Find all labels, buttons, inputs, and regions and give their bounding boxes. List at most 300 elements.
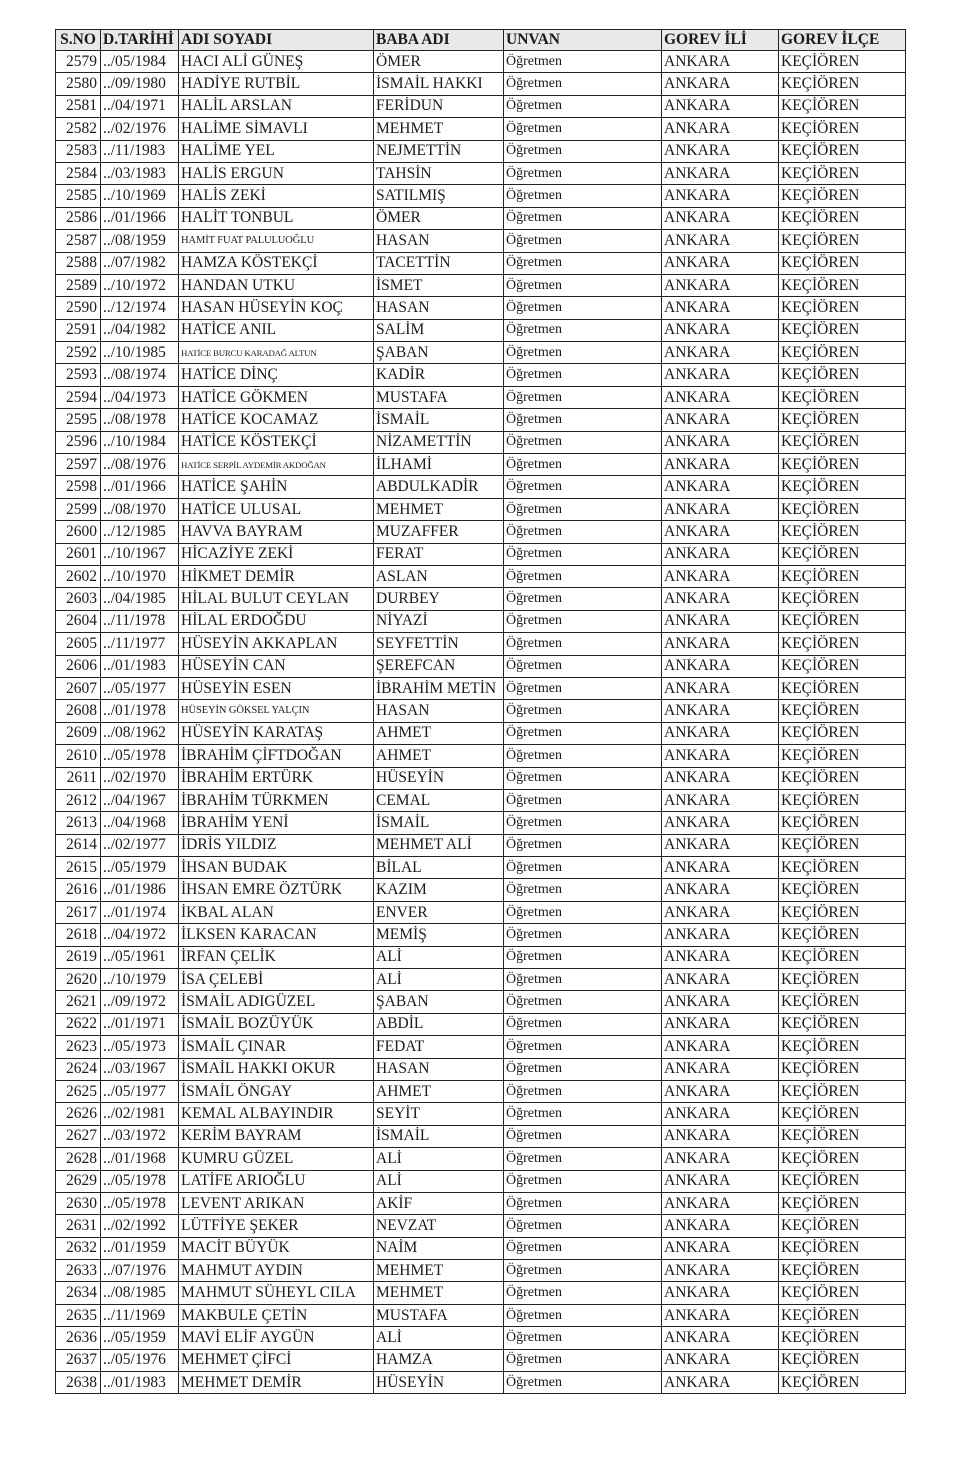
cell-province: ANKARA: [662, 185, 779, 207]
cell-province: ANKARA: [662, 498, 779, 520]
cell-father-name: MUZAFFER: [374, 521, 504, 543]
cell-district: KEÇİÖREN: [779, 767, 906, 789]
cell-sno: 2596: [56, 431, 101, 453]
cell-full-name: HATİCE BURCU KARADAĞ ALTUN: [179, 342, 374, 364]
table-row: [56, 1058, 906, 1080]
cell-full-name: MEHMET DEMİR: [179, 1372, 374, 1394]
cell-title: Öğretmen: [504, 274, 662, 296]
cell-father-name: CEMAL: [374, 789, 504, 811]
table-row: [56, 946, 906, 968]
cell-province: ANKARA: [662, 857, 779, 879]
cell-sno: 2587: [56, 230, 101, 252]
cell-father-name: BİLAL: [374, 857, 504, 879]
table-row: [56, 1192, 906, 1214]
cell-father-name: NAİM: [374, 1237, 504, 1259]
cell-district: KEÇİÖREN: [779, 879, 906, 901]
cell-father-name: MEHMET: [374, 1282, 504, 1304]
cell-sno: 2624: [56, 1058, 101, 1080]
cell-district: KEÇİÖREN: [779, 431, 906, 453]
cell-province: ANKARA: [662, 1013, 779, 1035]
table-body: [56, 51, 906, 1394]
cell-birth-date: ../08/1978: [101, 409, 179, 431]
cell-birth-date: ../05/1977: [101, 677, 179, 699]
table-row: [56, 476, 906, 498]
cell-birth-date: ../04/1968: [101, 812, 179, 834]
table-row: [56, 1170, 906, 1192]
cell-title: Öğretmen: [504, 207, 662, 229]
cell-district: KEÇİÖREN: [779, 386, 906, 408]
cell-district: KEÇİÖREN: [779, 1125, 906, 1147]
table-row: [56, 95, 906, 117]
cell-district: KEÇİÖREN: [779, 476, 906, 498]
cell-father-name: ŞABAN: [374, 991, 504, 1013]
table-row: [56, 431, 906, 453]
cell-full-name: HATİCE SERPİL AYDEMİR AKDOĞAN: [179, 454, 374, 476]
table-row: [56, 1237, 906, 1259]
cell-province: ANKARA: [662, 162, 779, 184]
cell-province: ANKARA: [662, 1148, 779, 1170]
cell-father-name: MEHMET: [374, 118, 504, 140]
cell-father-name: ABDİL: [374, 1013, 504, 1035]
cell-title: Öğretmen: [504, 700, 662, 722]
table-row: [56, 588, 906, 610]
cell-father-name: FEDAT: [374, 1036, 504, 1058]
cell-province: ANKARA: [662, 1192, 779, 1214]
header-father-name: BABA ADI: [374, 30, 504, 51]
cell-province: ANKARA: [662, 118, 779, 140]
cell-district: KEÇİÖREN: [779, 73, 906, 95]
table-row: [56, 498, 906, 520]
cell-sno: 2623: [56, 1036, 101, 1058]
cell-birth-date: ../02/1977: [101, 834, 179, 856]
cell-birth-date: ../05/1959: [101, 1327, 179, 1349]
cell-district: KEÇİÖREN: [779, 297, 906, 319]
cell-full-name: HATİCE KÖSTEKÇİ: [179, 431, 374, 453]
cell-title: Öğretmen: [504, 677, 662, 699]
cell-birth-date: ../05/1973: [101, 1036, 179, 1058]
table-row: [56, 722, 906, 744]
cell-district: KEÇİÖREN: [779, 95, 906, 117]
cell-district: KEÇİÖREN: [779, 1192, 906, 1214]
cell-father-name: MEHMET: [374, 1260, 504, 1282]
table-row: [56, 51, 906, 73]
cell-province: ANKARA: [662, 73, 779, 95]
cell-sno: 2612: [56, 789, 101, 811]
cell-title: Öğretmen: [504, 1170, 662, 1192]
cell-father-name: HÜSEYİN: [374, 1372, 504, 1394]
cell-father-name: ABDULKADİR: [374, 476, 504, 498]
cell-sno: 2582: [56, 118, 101, 140]
cell-full-name: İSA ÇELEBİ: [179, 969, 374, 991]
cell-district: KEÇİÖREN: [779, 162, 906, 184]
cell-sno: 2592: [56, 342, 101, 364]
cell-title: Öğretmen: [504, 1058, 662, 1080]
cell-title: Öğretmen: [504, 521, 662, 543]
cell-sno: 2635: [56, 1304, 101, 1326]
cell-sno: 2600: [56, 521, 101, 543]
cell-sno: 2597: [56, 454, 101, 476]
cell-sno: 2595: [56, 409, 101, 431]
cell-title: Öğretmen: [504, 879, 662, 901]
cell-sno: 2607: [56, 677, 101, 699]
cell-father-name: AHMET: [374, 722, 504, 744]
cell-birth-date: ../04/1982: [101, 319, 179, 341]
cell-full-name: HİLAL ERDOĞDU: [179, 610, 374, 632]
cell-province: ANKARA: [662, 207, 779, 229]
cell-province: ANKARA: [662, 1170, 779, 1192]
table-row: [56, 252, 906, 274]
cell-birth-date: ../04/1971: [101, 95, 179, 117]
table-row: [56, 969, 906, 991]
cell-sno: 2632: [56, 1237, 101, 1259]
cell-title: Öğretmen: [504, 655, 662, 677]
cell-birth-date: ../12/1974: [101, 297, 179, 319]
cell-full-name: İRFAN ÇELİK: [179, 946, 374, 968]
cell-full-name: HADİYE RUTBİL: [179, 73, 374, 95]
cell-province: ANKARA: [662, 924, 779, 946]
cell-province: ANKARA: [662, 633, 779, 655]
header-birth-date: D.TARİHİ: [101, 30, 179, 51]
cell-district: KEÇİÖREN: [779, 901, 906, 923]
cell-father-name: ALİ: [374, 969, 504, 991]
cell-sno: 2608: [56, 700, 101, 722]
cell-father-name: SEYFETTİN: [374, 633, 504, 655]
cell-sno: 2613: [56, 812, 101, 834]
cell-province: ANKARA: [662, 565, 779, 587]
cell-province: ANKARA: [662, 274, 779, 296]
cell-father-name: SATILMIŞ: [374, 185, 504, 207]
cell-father-name: HAMZA: [374, 1349, 504, 1371]
cell-title: Öğretmen: [504, 1192, 662, 1214]
cell-province: ANKARA: [662, 342, 779, 364]
table-row: [56, 655, 906, 677]
cell-title: Öğretmen: [504, 1036, 662, 1058]
cell-title: Öğretmen: [504, 812, 662, 834]
cell-province: ANKARA: [662, 386, 779, 408]
table-row: [56, 543, 906, 565]
cell-district: KEÇİÖREN: [779, 1260, 906, 1282]
cell-title: Öğretmen: [504, 342, 662, 364]
cell-birth-date: ../08/1959: [101, 230, 179, 252]
cell-full-name: İLKSEN KARACAN: [179, 924, 374, 946]
cell-sno: 2626: [56, 1103, 101, 1125]
table-row: [56, 745, 906, 767]
cell-birth-date: ../12/1985: [101, 521, 179, 543]
cell-father-name: NEVZAT: [374, 1215, 504, 1237]
cell-father-name: MEHMET: [374, 498, 504, 520]
header-full-name: ADI SOYADI: [179, 30, 374, 51]
cell-full-name: HÜSEYİN ESEN: [179, 677, 374, 699]
cell-birth-date: ../04/1972: [101, 924, 179, 946]
cell-district: KEÇİÖREN: [779, 51, 906, 73]
cell-province: ANKARA: [662, 789, 779, 811]
cell-province: ANKARA: [662, 1058, 779, 1080]
cell-district: KEÇİÖREN: [779, 1103, 906, 1125]
cell-title: Öğretmen: [504, 498, 662, 520]
cell-father-name: ALİ: [374, 946, 504, 968]
cell-province: ANKARA: [662, 745, 779, 767]
cell-birth-date: ../07/1982: [101, 252, 179, 274]
cell-district: KEÇİÖREN: [779, 409, 906, 431]
cell-province: ANKARA: [662, 655, 779, 677]
cell-title: Öğretmen: [504, 1327, 662, 1349]
table-row: [56, 140, 906, 162]
cell-district: KEÇİÖREN: [779, 991, 906, 1013]
cell-birth-date: ../01/1986: [101, 879, 179, 901]
cell-province: ANKARA: [662, 946, 779, 968]
cell-birth-date: ../02/1970: [101, 767, 179, 789]
cell-title: Öğretmen: [504, 118, 662, 140]
cell-district: KEÇİÖREN: [779, 498, 906, 520]
cell-birth-date: ../10/1969: [101, 185, 179, 207]
cell-sno: 2601: [56, 543, 101, 565]
cell-father-name: HASAN: [374, 297, 504, 319]
cell-district: KEÇİÖREN: [779, 789, 906, 811]
table-header-row: [56, 30, 906, 51]
cell-district: KEÇİÖREN: [779, 565, 906, 587]
cell-sno: 2605: [56, 633, 101, 655]
cell-province: ANKARA: [662, 588, 779, 610]
cell-birth-date: ../08/1962: [101, 722, 179, 744]
cell-birth-date: ../01/1983: [101, 655, 179, 677]
cell-title: Öğretmen: [504, 364, 662, 386]
cell-district: KEÇİÖREN: [779, 342, 906, 364]
cell-father-name: ÖMER: [374, 207, 504, 229]
cell-full-name: HİCAZİYE ZEKİ: [179, 543, 374, 565]
cell-title: Öğretmen: [504, 767, 662, 789]
cell-sno: 2631: [56, 1215, 101, 1237]
table-row: [56, 162, 906, 184]
table-row: [56, 185, 906, 207]
cell-sno: 2622: [56, 1013, 101, 1035]
cell-birth-date: ../03/1983: [101, 162, 179, 184]
table-row: [56, 812, 906, 834]
cell-title: Öğretmen: [504, 95, 662, 117]
cell-birth-date: ../11/1978: [101, 610, 179, 632]
cell-birth-date: ../10/1972: [101, 274, 179, 296]
cell-full-name: HAMİT FUAT PALULUOĞLU: [179, 230, 374, 252]
cell-full-name: MAVİ ELİF AYGÜN: [179, 1327, 374, 1349]
cell-full-name: HİLAL BULUT CEYLAN: [179, 588, 374, 610]
cell-father-name: İSMET: [374, 274, 504, 296]
cell-title: Öğretmen: [504, 1080, 662, 1102]
cell-district: KEÇİÖREN: [779, 1170, 906, 1192]
cell-father-name: İBRAHİM METİN: [374, 677, 504, 699]
cell-province: ANKARA: [662, 879, 779, 901]
cell-district: KEÇİÖREN: [779, 1349, 906, 1371]
cell-title: Öğretmen: [504, 73, 662, 95]
cell-birth-date: ../05/1979: [101, 857, 179, 879]
cell-district: KEÇİÖREN: [779, 633, 906, 655]
cell-father-name: İSMAİL: [374, 409, 504, 431]
cell-title: Öğretmen: [504, 633, 662, 655]
cell-title: Öğretmen: [504, 230, 662, 252]
cell-title: Öğretmen: [504, 51, 662, 73]
cell-province: ANKARA: [662, 319, 779, 341]
cell-district: KEÇİÖREN: [779, 946, 906, 968]
cell-sno: 2634: [56, 1282, 101, 1304]
cell-title: Öğretmen: [504, 610, 662, 632]
cell-sno: 2581: [56, 95, 101, 117]
cell-full-name: KEMAL ALBAYINDIR: [179, 1103, 374, 1125]
cell-father-name: DURBEY: [374, 588, 504, 610]
cell-title: Öğretmen: [504, 1372, 662, 1394]
cell-father-name: NİZAMETTİN: [374, 431, 504, 453]
cell-district: KEÇİÖREN: [779, 252, 906, 274]
cell-birth-date: ../05/1976: [101, 1349, 179, 1371]
cell-father-name: MUSTAFA: [374, 1304, 504, 1326]
table-row: [56, 610, 906, 632]
cell-province: ANKARA: [662, 834, 779, 856]
cell-full-name: HALİL ARSLAN: [179, 95, 374, 117]
cell-district: KEÇİÖREN: [779, 1304, 906, 1326]
table-row: [56, 1327, 906, 1349]
cell-district: KEÇİÖREN: [779, 1215, 906, 1237]
cell-province: ANKARA: [662, 901, 779, 923]
cell-province: ANKARA: [662, 364, 779, 386]
cell-birth-date: ../09/1980: [101, 73, 179, 95]
table-row: [56, 364, 906, 386]
table-row: [56, 767, 906, 789]
table-row: [56, 991, 906, 1013]
cell-title: Öğretmen: [504, 543, 662, 565]
table-row: [56, 521, 906, 543]
cell-father-name: ALİ: [374, 1170, 504, 1192]
cell-full-name: HÜSEYİN AKKAPLAN: [179, 633, 374, 655]
cell-full-name: HATİCE ANIL: [179, 319, 374, 341]
cell-title: Öğretmen: [504, 1304, 662, 1326]
cell-title: Öğretmen: [504, 140, 662, 162]
cell-district: KEÇİÖREN: [779, 1058, 906, 1080]
table-row: [56, 118, 906, 140]
cell-birth-date: ../07/1976: [101, 1260, 179, 1282]
cell-title: Öğretmen: [504, 1260, 662, 1282]
cell-province: ANKARA: [662, 476, 779, 498]
cell-full-name: İBRAHİM ERTÜRK: [179, 767, 374, 789]
cell-district: KEÇİÖREN: [779, 812, 906, 834]
cell-birth-date: ../01/1966: [101, 476, 179, 498]
cell-full-name: HATİCE DİNÇ: [179, 364, 374, 386]
cell-title: Öğretmen: [504, 319, 662, 341]
cell-birth-date: ../09/1972: [101, 991, 179, 1013]
document-page: [55, 29, 906, 1394]
cell-father-name: İLHAMİ: [374, 454, 504, 476]
table-row: [56, 274, 906, 296]
cell-full-name: MACİT BÜYÜK: [179, 1237, 374, 1259]
cell-sno: 2591: [56, 319, 101, 341]
table-row: [56, 1148, 906, 1170]
cell-province: ANKARA: [662, 521, 779, 543]
cell-title: Öğretmen: [504, 834, 662, 856]
cell-full-name: HALİME YEL: [179, 140, 374, 162]
cell-province: ANKARA: [662, 812, 779, 834]
cell-birth-date: ../04/1967: [101, 789, 179, 811]
cell-district: KEÇİÖREN: [779, 1036, 906, 1058]
cell-title: Öğretmen: [504, 901, 662, 923]
table-row: [56, 1282, 906, 1304]
cell-full-name: İBRAHİM TÜRKMEN: [179, 789, 374, 811]
cell-birth-date: ../11/1983: [101, 140, 179, 162]
cell-title: Öğretmen: [504, 1103, 662, 1125]
cell-full-name: LÜTFİYE ŞEKER: [179, 1215, 374, 1237]
cell-father-name: ALİ: [374, 1148, 504, 1170]
cell-district: KEÇİÖREN: [779, 700, 906, 722]
cell-father-name: SALİM: [374, 319, 504, 341]
cell-district: KEÇİÖREN: [779, 140, 906, 162]
cell-father-name: HASAN: [374, 700, 504, 722]
cell-province: ANKARA: [662, 454, 779, 476]
cell-birth-date: ../01/1959: [101, 1237, 179, 1259]
cell-birth-date: ../02/1992: [101, 1215, 179, 1237]
cell-full-name: İDRİS YILDIZ: [179, 834, 374, 856]
cell-father-name: ENVER: [374, 901, 504, 923]
cell-title: Öğretmen: [504, 857, 662, 879]
cell-district: KEÇİÖREN: [779, 230, 906, 252]
cell-full-name: MAKBULE ÇETİN: [179, 1304, 374, 1326]
table-row: [56, 834, 906, 856]
header-province: GOREV İLİ: [662, 30, 779, 51]
cell-birth-date: ../10/1979: [101, 969, 179, 991]
cell-father-name: HASAN: [374, 1058, 504, 1080]
cell-birth-date: ../02/1981: [101, 1103, 179, 1125]
cell-father-name: SEYİT: [374, 1103, 504, 1125]
cell-sno: 2629: [56, 1170, 101, 1192]
cell-province: ANKARA: [662, 1372, 779, 1394]
cell-father-name: TACETTİN: [374, 252, 504, 274]
cell-full-name: İBRAHİM YENİ: [179, 812, 374, 834]
cell-father-name: MEMİŞ: [374, 924, 504, 946]
cell-province: ANKARA: [662, 722, 779, 744]
cell-sno: 2628: [56, 1148, 101, 1170]
cell-sno: 2637: [56, 1349, 101, 1371]
cell-birth-date: ../01/1983: [101, 1372, 179, 1394]
cell-father-name: FERAT: [374, 543, 504, 565]
cell-full-name: MEHMET ÇİFCİ: [179, 1349, 374, 1371]
cell-district: KEÇİÖREN: [779, 677, 906, 699]
table-row: [56, 1304, 906, 1326]
cell-full-name: İHSAN EMRE ÖZTÜRK: [179, 879, 374, 901]
cell-sno: 2621: [56, 991, 101, 1013]
cell-sno: 2602: [56, 565, 101, 587]
cell-district: KEÇİÖREN: [779, 207, 906, 229]
cell-sno: 2598: [56, 476, 101, 498]
table-row: [56, 857, 906, 879]
cell-full-name: KERİM BAYRAM: [179, 1125, 374, 1147]
cell-sno: 2620: [56, 969, 101, 991]
cell-sno: 2584: [56, 162, 101, 184]
table-row: [56, 207, 906, 229]
cell-sno: 2579: [56, 51, 101, 73]
cell-province: ANKARA: [662, 543, 779, 565]
cell-district: KEÇİÖREN: [779, 1148, 906, 1170]
table-row: [56, 454, 906, 476]
cell-birth-date: ../02/1976: [101, 118, 179, 140]
cell-full-name: HÜSEYİN GÖKSEL YALÇIN: [179, 700, 374, 722]
cell-full-name: HÜSEYİN CAN: [179, 655, 374, 677]
cell-full-name: İSMAİL ÖNGAY: [179, 1080, 374, 1102]
cell-father-name: KADİR: [374, 364, 504, 386]
cell-sno: 2638: [56, 1372, 101, 1394]
table-row: [56, 565, 906, 587]
cell-full-name: LEVENT ARIKAN: [179, 1192, 374, 1214]
cell-father-name: HASAN: [374, 230, 504, 252]
cell-title: Öğretmen: [504, 1349, 662, 1371]
cell-birth-date: ../01/1966: [101, 207, 179, 229]
cell-province: ANKARA: [662, 95, 779, 117]
cell-full-name: HÜSEYİN KARATAŞ: [179, 722, 374, 744]
cell-sno: 2593: [56, 364, 101, 386]
cell-title: Öğretmen: [504, 409, 662, 431]
